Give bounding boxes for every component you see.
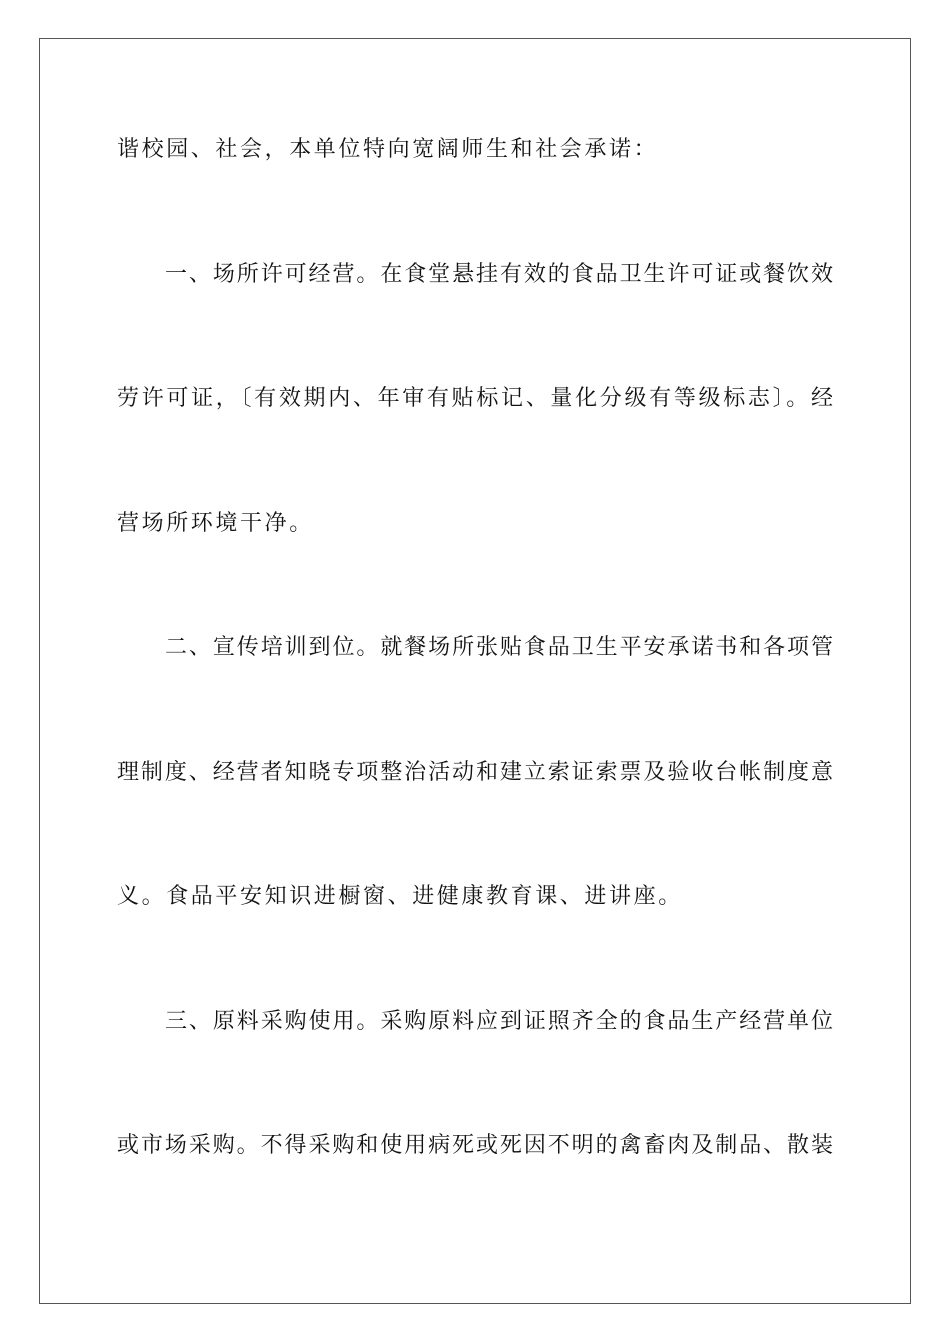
paragraph-2-line-3: 义。食品平安知识进橱窗、进健康教育课、进讲座。 xyxy=(117,884,683,909)
paragraph-2-line-2: 理制度、经营者知晓专项整治活动和建立索证索票及验收台帐制度意 xyxy=(117,760,833,785)
paragraph-1-line-3: 营场所环境干净。 xyxy=(117,511,314,536)
paragraph-3-line-1: 三、原料采购使用。采购原料应到证照齐全的食品生产经营单位 xyxy=(165,1009,833,1034)
paragraph-1-line-1: 一、场所许可经营。在食堂悬挂有效的食品卫生许可证或餐饮效 xyxy=(165,262,833,287)
paragraph-2-line-1: 二、宣传培训到位。就餐场所张贴食品卫生平安承诺书和各项管 xyxy=(165,635,833,660)
page-frame xyxy=(39,38,911,1304)
paragraph-1-line-2: 劳许可证，〔有效期内、年审有贴标记、量化分级有等级标志〕。经 xyxy=(117,386,833,411)
text-line-1: 谐校园、社会，本单位特向宽阔师生和社会承诺： xyxy=(117,137,659,162)
paragraph-3-line-2: 或市场采购。不得采购和使用病死或死因不明的禽畜肉及制品、散装 xyxy=(117,1133,833,1158)
